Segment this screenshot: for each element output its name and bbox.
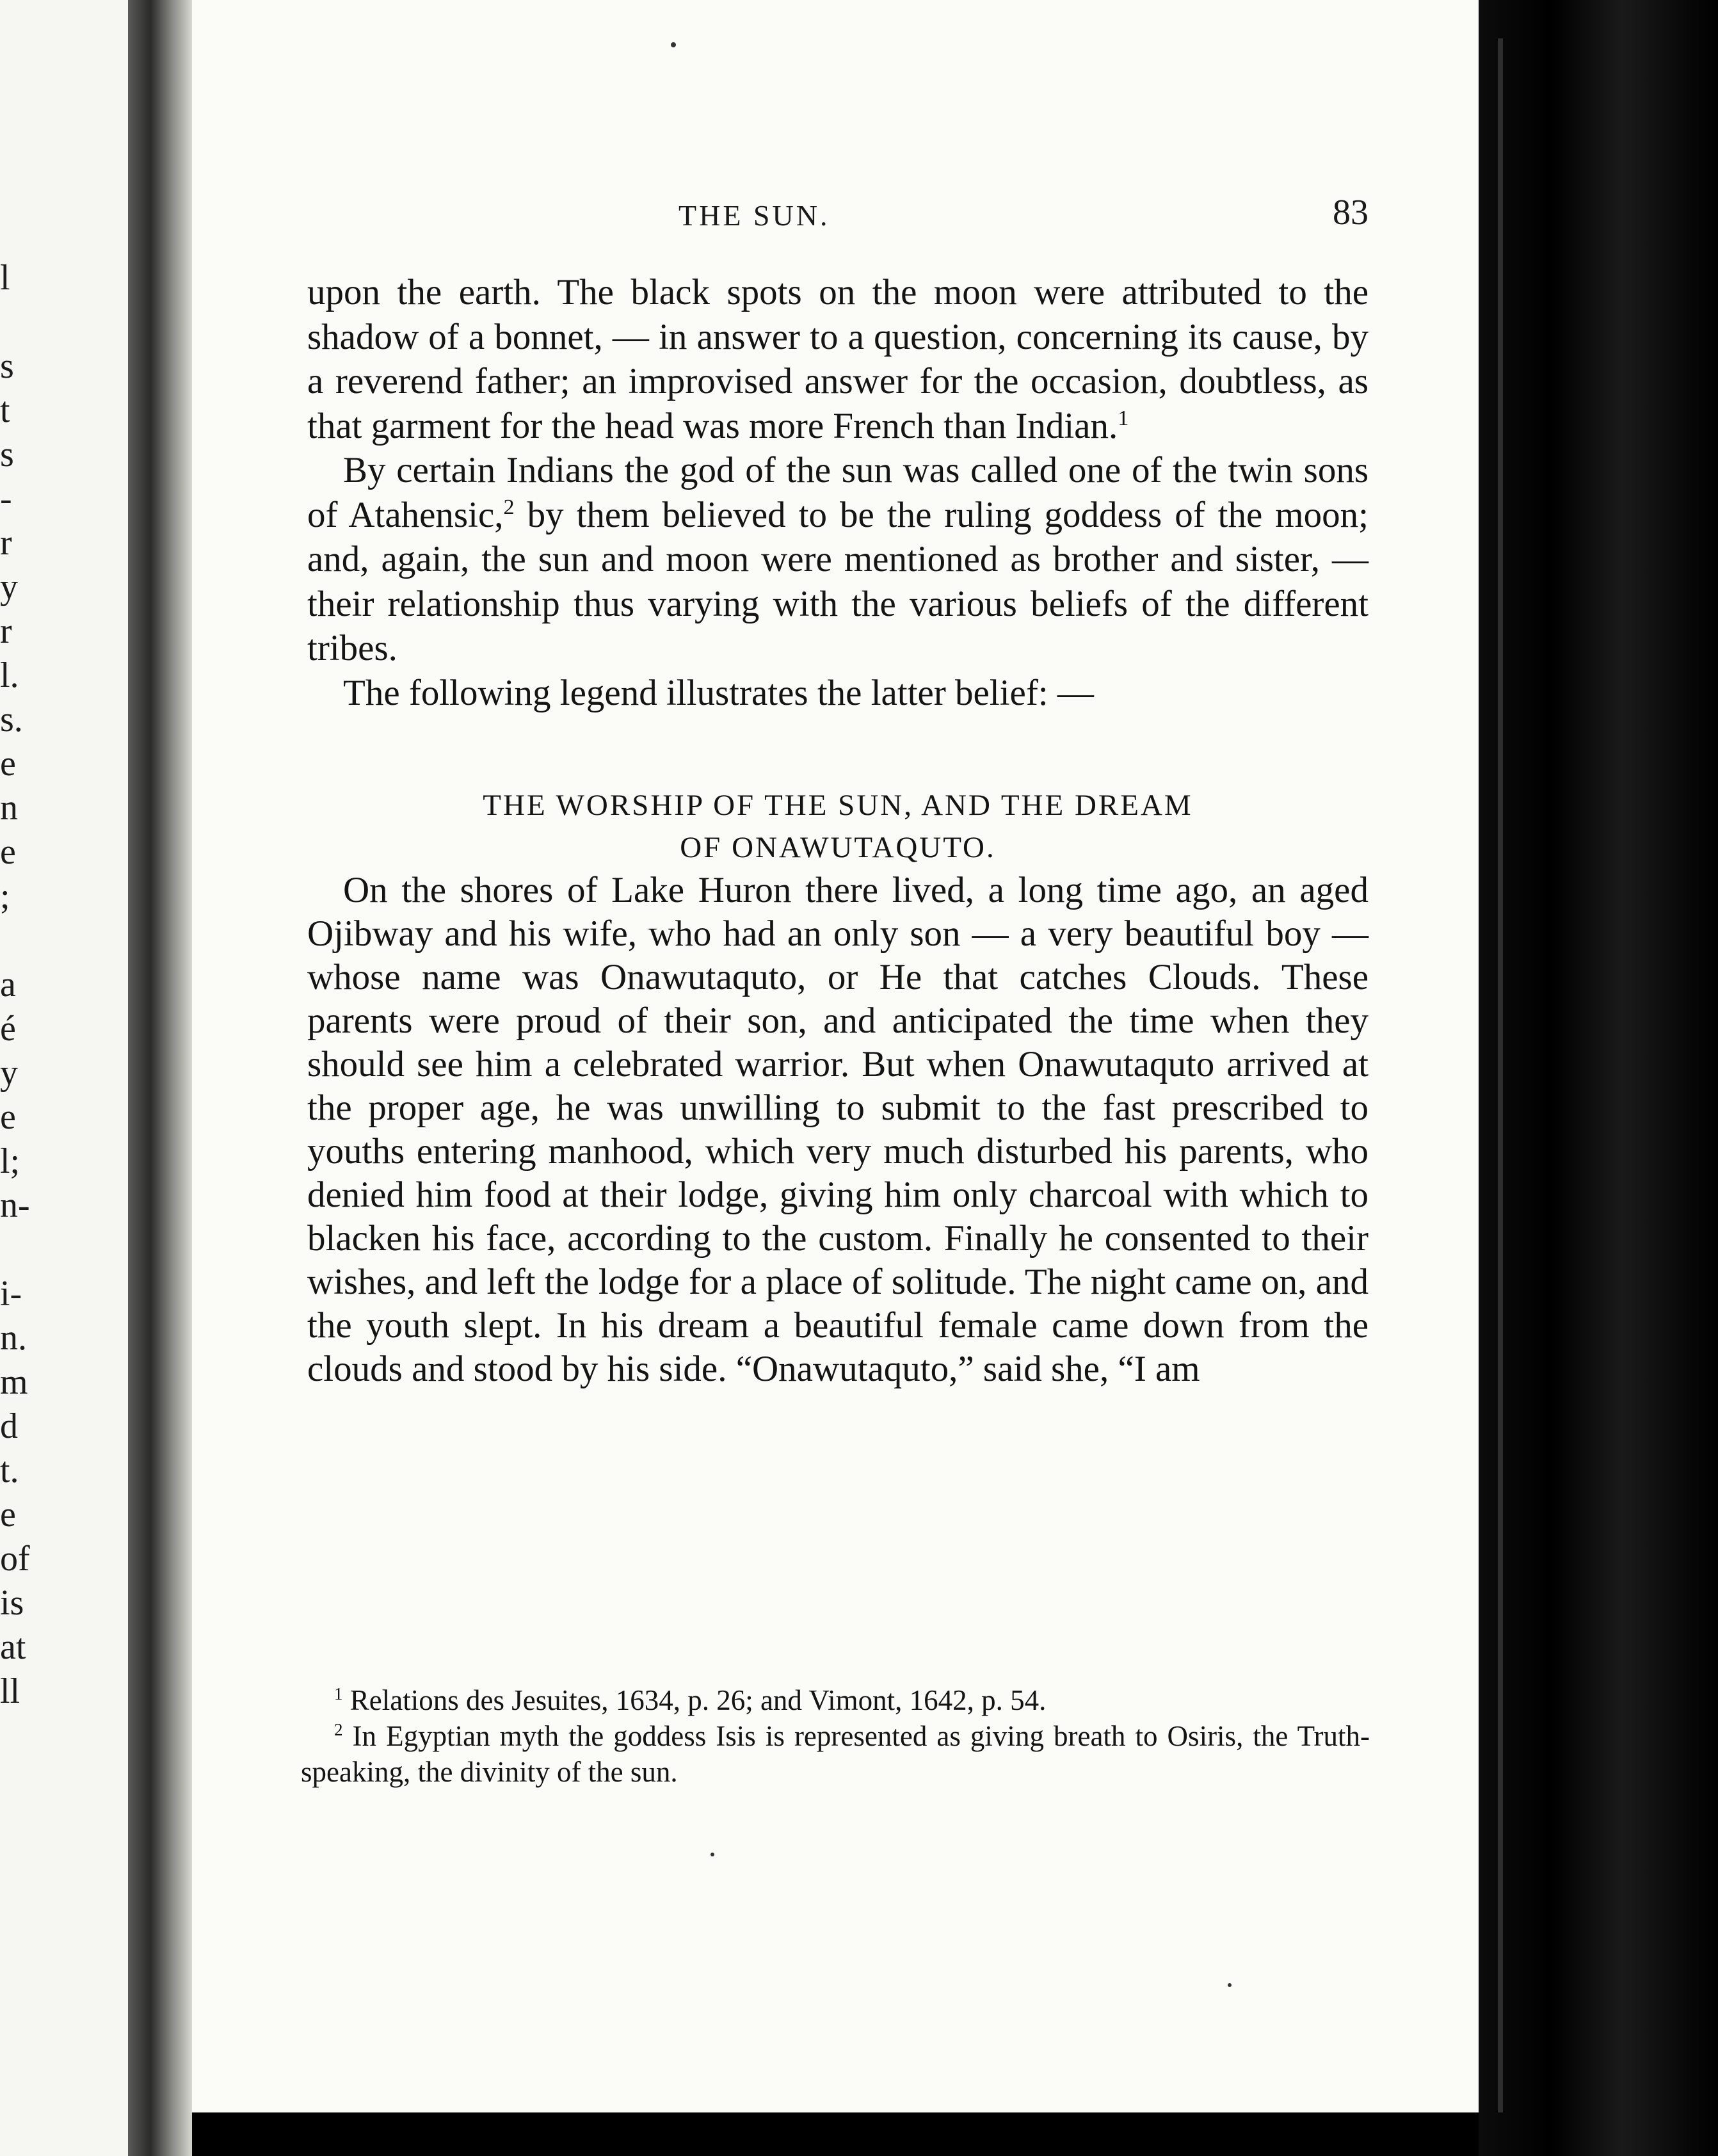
footnote: $^1$ Relations des Jesuites, 1634, p. 26; and Vimont, 1642, p. 54. (334, 1684, 1047, 1716)
paragraph: By certain Indians the god of the sun was called one of the twin sons of Atahensic,$^2$ by them believed to be the ruling goddess of the moon; and, again, the sun and moon were mentioned as brother and sister, — their relationship thus varying with the various beliefs of the different tribes. (307, 450, 1369, 668)
line-fragment: at (0, 1627, 26, 1667)
footnote: $^2$ In Egyptian myth the goddess Isis is represented as giving breath to Osiris, the Truth-speaking, the divinity of the sun. (301, 1720, 1370, 1788)
section-heading (307, 784, 1369, 869)
footnote-ref: 1 (1118, 406, 1129, 430)
speck (710, 1853, 714, 1856)
line-fragment: t. (0, 1451, 19, 1490)
line-fragment: e (0, 1495, 16, 1534)
line-fragment: d (0, 1406, 18, 1446)
page-edge-shadow (1479, 0, 1718, 2156)
footnote-ref: 2 (503, 495, 515, 519)
line-fragment: s (0, 346, 14, 386)
line-fragment: r (0, 523, 12, 563)
footnotes (301, 1682, 1370, 1790)
line-fragment: e (0, 744, 16, 784)
line-fragment (0, 1228, 38, 1272)
page-edge-line (1498, 38, 1503, 2112)
line-fragment (0, 300, 38, 344)
line-fragment: ll (0, 1671, 20, 1711)
book-page (192, 0, 1479, 2112)
running-head (192, 192, 1479, 237)
speck (671, 42, 676, 47)
line-fragment: l; (0, 1141, 20, 1181)
speck (1228, 1983, 1232, 1987)
line-fragment: r (0, 611, 12, 651)
line-fragment: n (0, 788, 18, 828)
previous-page-fragment (0, 0, 128, 2156)
section-heading-line: OF ONAWUTAQUTO. (680, 831, 996, 864)
paragraph: The following legend illustrates the latter belief: — (343, 672, 1094, 713)
line-fragment: e (0, 832, 16, 872)
line-fragment: - (0, 479, 12, 519)
line-fragment: of (0, 1539, 30, 1579)
line-fragment: e (0, 1097, 16, 1137)
line-fragment: y (0, 1053, 18, 1093)
line-fragment: a (0, 965, 16, 1004)
line-fragment: n. (0, 1318, 27, 1358)
paragraph: upon the earth. The black spots on the moon were attributed to the shadow of a bonnet, — in answer to a question, concerning its cause, by a reverend father; an improvised answer for the occasion, doubtless, as that garment for the head was more French than Indian.$^1$ (307, 272, 1369, 446)
line-fragment: t (0, 390, 10, 430)
line-fragment: l (0, 258, 10, 298)
page-number: 83 (1333, 193, 1369, 232)
line-fragment (0, 919, 38, 963)
line-fragment: i- (0, 1274, 22, 1314)
book-gutter (128, 0, 192, 2156)
body-text (307, 270, 1369, 1391)
line-fragment: m (0, 1362, 28, 1402)
line-fragment: n- (0, 1186, 30, 1225)
previous-page-line-endings (0, 256, 38, 1714)
paragraph: On the shores of Lake Huron there lived, a long time ago, an aged Ojibway and his wife, who had an only son — a very beautiful boy — whose name was Onawutaquto, or He that catches Clouds. These parents were proud of their son, and anticipated the time when they should see him a celebrated warrior. But when Onawutaquto arrived at the proper age, he was unwilling to submit to the fast prescribed to youths entering manhood, which very much disturbed his parents, who denied him food at their lodge, giving him only charcoal with which to blacken his face, according to the custom. Finally he consented to their wishes, and left the lodge for a place of solitude. The night came on, and the youth slept. In his dream a beautiful female came down from the clouds and stood by his side. “Onawutaquto,” said she, “I am (307, 870, 1369, 1389)
line-fragment: l. (0, 656, 19, 695)
line-fragment: s. (0, 700, 23, 739)
line-fragment: y (0, 567, 18, 607)
line-fragment: s (0, 435, 14, 474)
section-heading-line: THE WORSHIP OF THE SUN, AND THE DREAM (483, 789, 1193, 822)
line-fragment: is (0, 1583, 24, 1623)
line-fragment: ; (0, 876, 10, 916)
running-title: THE SUN. (678, 199, 830, 232)
line-fragment: é (0, 1009, 16, 1049)
